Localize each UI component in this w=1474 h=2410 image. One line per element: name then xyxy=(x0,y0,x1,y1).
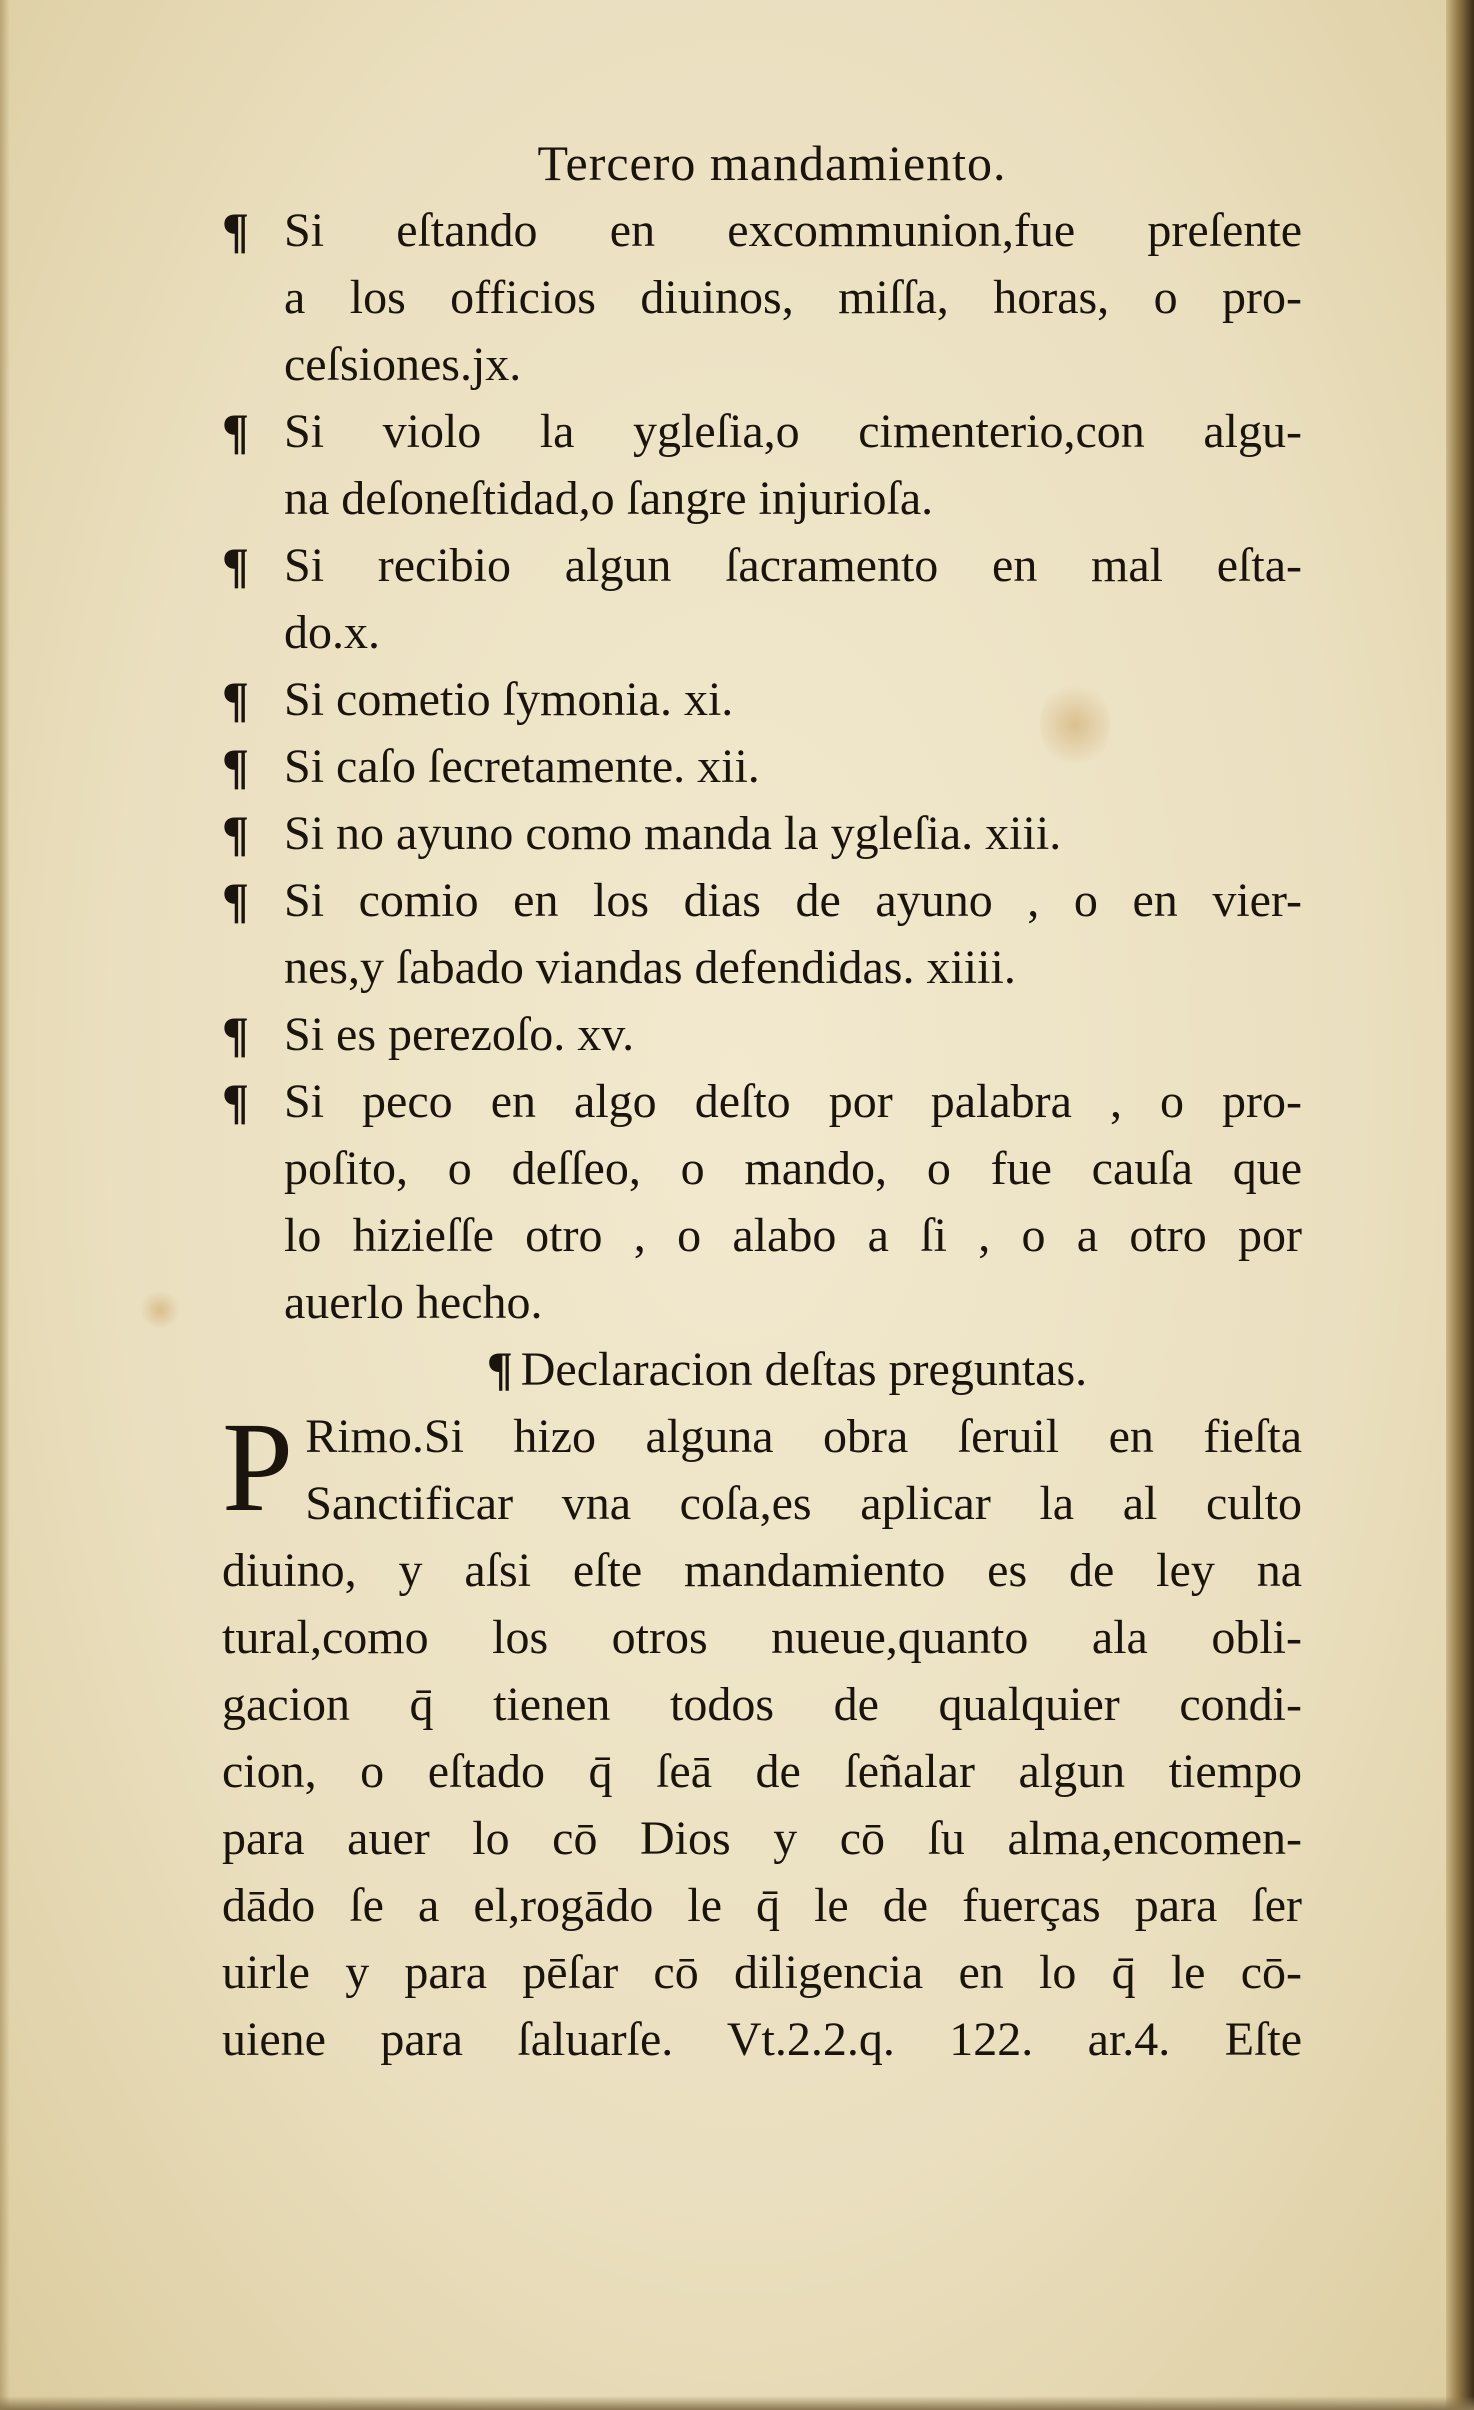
body-line: diuino, y aſsi eſte mandamiento es de ley na xyxy=(222,1544,1302,1597)
declaration-title-text: Declaracion deſtas preguntas. xyxy=(520,1343,1088,1396)
question-line: poſito, o deſſeo, o mando, o fue cauſa que xyxy=(284,1142,1302,1195)
page-heading: Tercero mandamiento. xyxy=(537,135,1007,191)
question-line: auerlo hecho. xyxy=(284,1276,543,1329)
body-line: cion, o eſtado q̄ ſeā de ſeñalar algun tiempo xyxy=(222,1745,1302,1798)
question-item xyxy=(222,398,1302,532)
question-line: Si no ayuno como manda la ygleſia. xiii. xyxy=(284,807,1062,860)
pilcrow-icon: ¶ xyxy=(486,1343,513,1396)
pilcrow-icon: ¶ xyxy=(222,202,250,258)
body-line: Rimo.Si hizo alguna obra ſeruil en fieſta xyxy=(305,1410,1302,1463)
body-line: dādo ſe a el,rogādo le q̄ le de fuerças para ſer xyxy=(222,1879,1302,1932)
page-edge-right xyxy=(1446,0,1474,2410)
question-item xyxy=(222,733,1302,800)
body-line: tural,como los otros nueue,quanto ala obli- xyxy=(222,1611,1302,1664)
question-item xyxy=(222,532,1302,666)
body-line: Sanctificar vna coſa,es aplicar la al culto xyxy=(305,1477,1302,1530)
question-line: Si recibio algun ſacramento en mal eſta- xyxy=(284,539,1302,592)
page-edge-bottom xyxy=(0,2396,1474,2410)
pilcrow-icon: ¶ xyxy=(222,872,250,928)
pilcrow-icon: ¶ xyxy=(222,537,250,593)
question-line: Si cometio ſymonia. xi. xyxy=(284,673,734,726)
question-item xyxy=(222,197,1302,398)
question-line: na deſoneſtidad,o ſangre injurioſa. xyxy=(284,472,934,525)
question-line: Si caſo ſecretamente. xii. xyxy=(284,740,760,793)
question-list xyxy=(222,197,1302,1336)
question-item xyxy=(222,1001,1302,1068)
question-line: ceſsiones.jx. xyxy=(284,338,522,391)
page-text xyxy=(222,130,1302,2073)
body-line: gacion q̄ tienen todos de qualquier condi- xyxy=(222,1678,1302,1731)
question-line: Si comio en los dias de ayuno , o en vier- xyxy=(284,874,1302,927)
pilcrow-icon: ¶ xyxy=(222,738,250,794)
question-line: Si peco en algo deſto por palabra , o pro- xyxy=(284,1075,1302,1128)
question-line: a los officios diuinos, miſſa, horas, o pro- xyxy=(284,271,1302,324)
body-line: uiene para ſaluarſe. Vt.2.2.q. 122. ar.4. Eſte xyxy=(222,2013,1302,2066)
drop-cap: P xyxy=(222,1396,294,1538)
pilcrow-icon: ¶ xyxy=(222,403,250,459)
pilcrow-icon: ¶ xyxy=(222,805,250,861)
declaration-title xyxy=(272,1336,1302,1403)
question-item xyxy=(222,1068,1302,1336)
question-item xyxy=(222,867,1302,1001)
question-line: Si violo la ygleſia,o cimenterio,con algu- xyxy=(284,405,1302,458)
page-edge-left xyxy=(0,0,10,2410)
question-line: do.x. xyxy=(284,606,380,659)
paper-stain xyxy=(140,1290,180,1330)
question-item xyxy=(222,666,1302,733)
question-line: Si es perezoſo. xv. xyxy=(284,1008,635,1061)
body-paragraph xyxy=(222,1396,1302,2073)
body-lines xyxy=(222,1396,1302,2073)
question-line: nes,y ſabado viandas defendidas. xiiii. xyxy=(284,941,1016,994)
pilcrow-icon: ¶ xyxy=(222,1073,250,1129)
pilcrow-icon: ¶ xyxy=(222,671,250,727)
body-line: para auer lo cō Dios y cō ſu alma,encomen- xyxy=(222,1812,1302,1865)
question-line: Si eſtando en excommunion,fue preſente xyxy=(284,204,1302,257)
body-line: uirle y para pēſar cō diligencia en lo q̄ le cō- xyxy=(222,1946,1302,1999)
pilcrow-icon: ¶ xyxy=(222,1006,250,1062)
question-line: lo hizieſſe otro , o alabo a ſi , o a otro por xyxy=(284,1209,1302,1262)
question-item xyxy=(222,800,1302,867)
